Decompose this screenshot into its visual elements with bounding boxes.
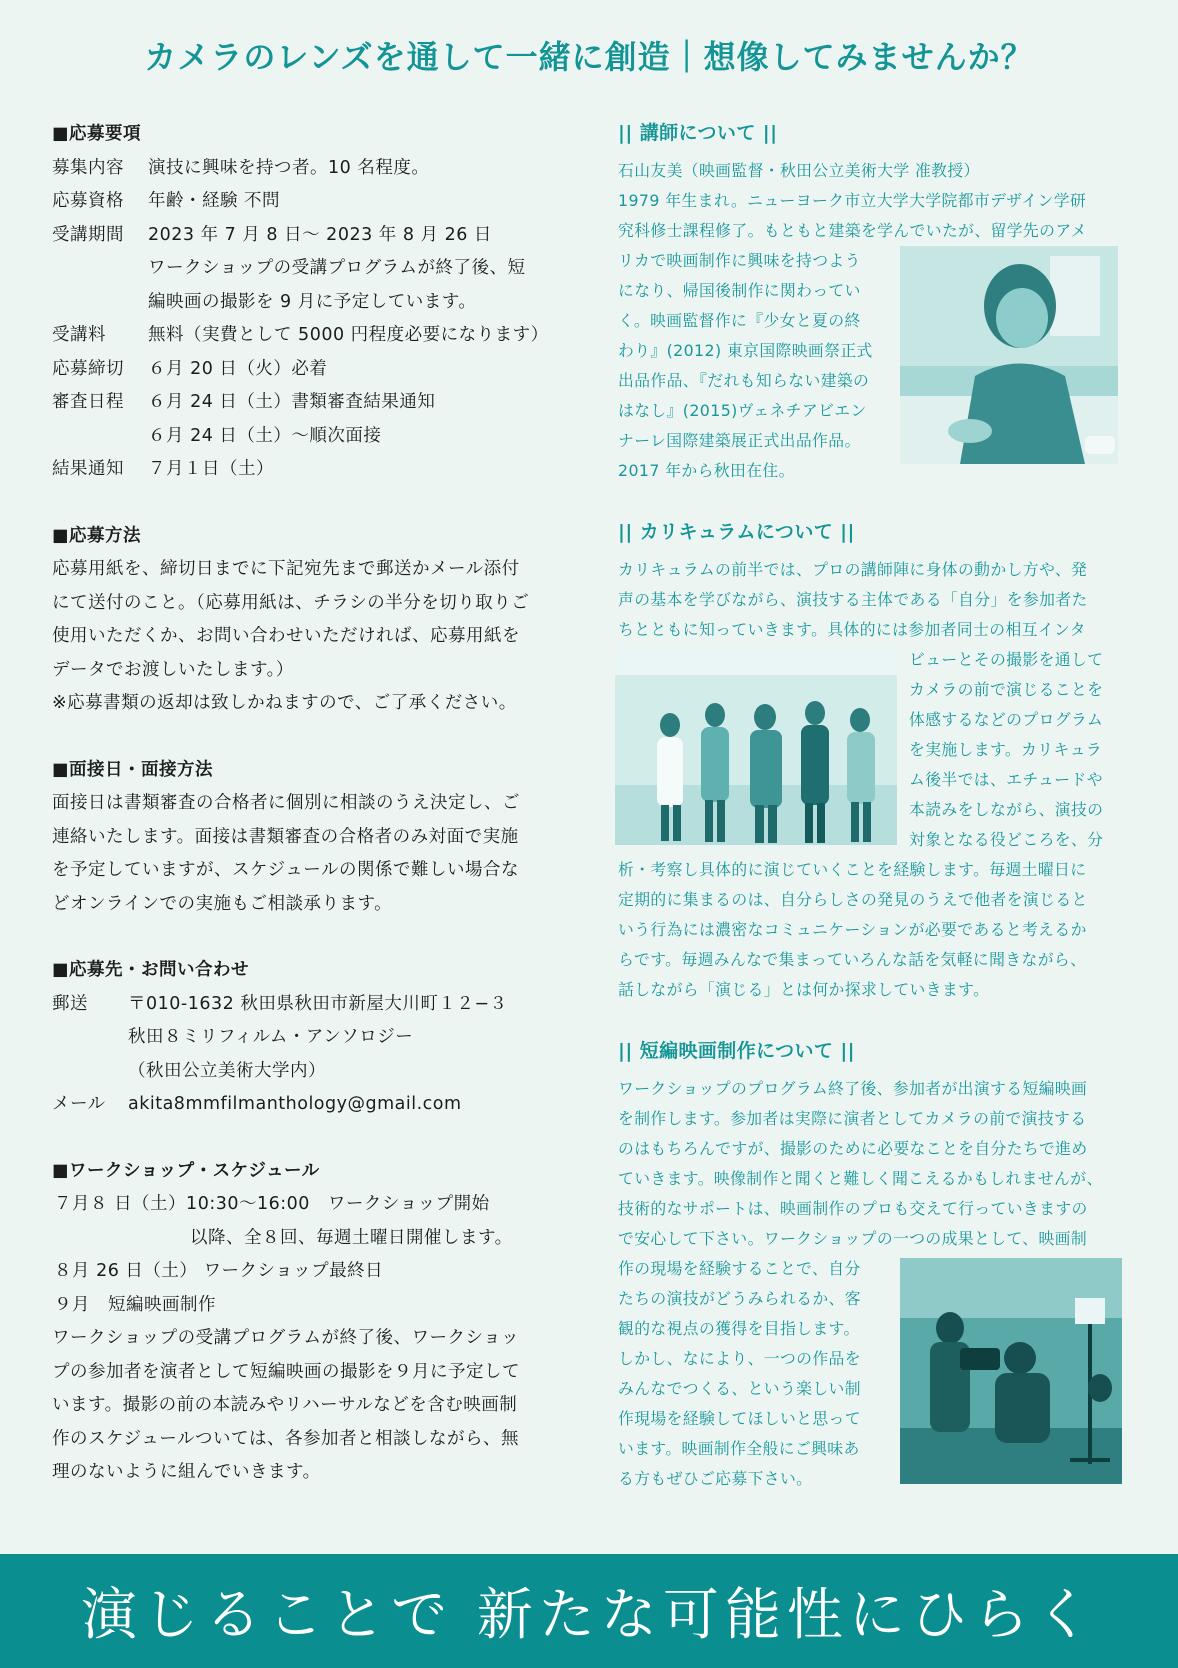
method-line: にて送付のこと。（応募用紙は、チラシの半分を切り取りご: [52, 592, 530, 613]
period-note-1: ワークショップの受講プログラムが終了後、短: [148, 258, 526, 278]
instructor-heading: || 講師について ||: [618, 122, 778, 144]
review-row: [52, 386, 572, 420]
instructor-bio-line: 1979 年生まれ。ニューヨーク市立大学大学院都市デザイン学研: [618, 191, 1087, 210]
curriculum-section: [618, 517, 1118, 1005]
fee-value: 無料（実費として 5000 円程度必要になります）: [148, 325, 549, 345]
result-row: [52, 453, 572, 487]
film-line: みんなでつくる、という楽しい制: [618, 1379, 861, 1398]
curriculum-line: 声の基本を学びながら、演技する主体である「自分」を参加者た: [618, 590, 1088, 609]
period-note-2: 編映画の撮影を 9 月に予定しています。: [148, 291, 477, 312]
qualification-value: 年齢・経験 不問: [148, 191, 281, 211]
curriculum-line: ビューとその撮影を通して: [909, 650, 1104, 669]
curriculum-line: 体感するなどのプログラム: [909, 710, 1104, 729]
interview-section: [52, 754, 572, 922]
schedule-item: ９月 短編映画制作: [54, 1294, 216, 1315]
curriculum-line: いう行為には濃密なコミュニケーションが必要であると考えるか: [618, 920, 1087, 939]
interview-line: 連絡いたします。面接は書類審査の合格者のみ対面で実施: [52, 826, 519, 847]
method-section: [52, 520, 572, 721]
film-set-photo: [900, 1258, 1122, 1484]
period-key: 受講期間: [52, 224, 124, 245]
review-key: 審査日程: [52, 392, 124, 412]
review-value-2: ６月 24 日（土）～順次面接: [148, 425, 382, 446]
curriculum-line: らです。毎週みんなで集まっていろんな話を気軽に聞きながら、: [618, 950, 1087, 969]
schedule-heading: ■ワークショップ・スケジュール: [52, 1160, 320, 1181]
schedule-item: ７月８ 日（土）10:30～16:00 ワークショップ開始: [54, 1194, 490, 1214]
mail-address[interactable]: akita8mmfilmanthology@gmail.com: [128, 1094, 462, 1114]
curriculum-line: 析・考察し具体的に演じていくことを経験します。毎週土曜日に: [618, 860, 1087, 879]
film-line: 観的な視点の獲得を目指します。: [618, 1319, 860, 1338]
interview-line: どオンラインでの実施もご相談承ります。: [52, 893, 393, 914]
workshop-photo: [615, 645, 897, 845]
schedule-paragraph: ワークショップの受講プログラムが終了後、ワークショッ: [52, 1328, 520, 1348]
footer-slogan: 演じることで 新たな可能性にひらく: [81, 1583, 1097, 1648]
film-line: たちの演技がどうみられるか、客: [618, 1289, 861, 1308]
result-key: 結果通知: [52, 459, 124, 479]
recruit-key: 募集内容: [52, 157, 124, 178]
film-line: います。映画制作全般にご興味あ: [618, 1439, 860, 1458]
interview-line: 面接日は書類審査の合格者に個別に相談のうえ決定し、ご: [52, 793, 520, 813]
instructor-bio-line: く。映画監督作に『少女と夏の終: [618, 311, 861, 330]
interview-line: を予定していますが、スケジュールの関係で難しい場合な: [52, 860, 519, 880]
contact-heading: ■応募先・お問い合わせ: [52, 960, 250, 980]
requirements-heading: ■応募要項: [52, 124, 142, 144]
film-set-photo-image: [900, 1258, 1122, 1484]
curriculum-line: 対象となる役どころを、分: [909, 830, 1104, 849]
film-line: 作現場を経験してほしいと思って: [618, 1409, 861, 1428]
film-line: ワークショップのプログラム終了後、参加者が出演する短編映画: [618, 1079, 1088, 1098]
curriculum-line: カリキュラムの前半では、プロの講師陣に身体の動かし方や、発: [618, 560, 1088, 579]
instructor-bio-line: になり、帰国後制作に関わってい: [618, 281, 861, 300]
curriculum-line: カメラの前で演じることを: [909, 680, 1104, 699]
schedule-item: ８月 26 日（土） ワークショップ最終日: [54, 1261, 384, 1281]
recruit-row: [52, 152, 572, 186]
workshop-photo-image: [615, 645, 897, 845]
method-line: データでお渡しいたします。）: [52, 659, 294, 680]
film-line: 作の現場を経験することで、自分: [618, 1259, 861, 1278]
curriculum-line: 話しながら「演じる」とは何か探求していきます。: [618, 980, 990, 999]
curriculum-line: ちとともに知っていきます。具体的には参加者同士の相互インタ: [618, 620, 1086, 639]
review-value: ６月 24 日（土）書類審査結果通知: [148, 392, 436, 412]
schedule-item-note: 以降、全８回、毎週土曜日開催します。: [190, 1227, 513, 1248]
post-address: 〒010-1632 秋田県秋田市新屋大川町１２−３: [128, 993, 508, 1014]
instructor-section: [618, 118, 1118, 486]
schedule-paragraph: 作のスケジュールついては、各参加者と相談しながら、無: [52, 1428, 519, 1449]
instructor-bio-line: 2017 年から秋田在住。: [618, 461, 795, 480]
recruit-value: 演技に興味を持つ者。10 名程度。: [148, 157, 430, 178]
post-row: [52, 988, 572, 1022]
method-line: 使用いただくか、お問い合わせいただければ、応募用紙を: [52, 626, 520, 646]
result-value: ７月１日（土）: [148, 459, 274, 479]
qualification-row: [52, 185, 572, 219]
schedule-paragraph: プの参加者を演者として短編映画の撮影を９月に予定して: [52, 1361, 520, 1382]
curriculum-line: を実施します。カリキュラ: [909, 740, 1103, 759]
mail-row: [52, 1088, 572, 1122]
period-row: [52, 219, 572, 253]
deadline-value: ６月 20 日（火）必着: [148, 358, 328, 379]
post-organization: 秋田８ミリフィルム・アンソロジー: [128, 1027, 414, 1047]
instructor-photo-image: [900, 246, 1118, 464]
film-line: る方もぜひご応募下さい。: [618, 1469, 813, 1488]
instructor-bio-line: ナーレ国際建築展正式出品作品。: [618, 431, 861, 450]
post-organization-note: （秋田公立美術大学内）: [128, 1060, 326, 1081]
post-key: 郵送: [52, 993, 88, 1014]
right-column: [618, 118, 1118, 1494]
deadline-row: [52, 353, 572, 387]
film-heading: || 短編映画制作について ||: [618, 1040, 856, 1062]
instructor-bio-line: 出品作品、『だれも知らない建築の: [618, 371, 870, 390]
deadline-key: 応募締切: [52, 358, 124, 379]
curriculum-line: 定期的に集まるのは、自分らしさの発見のうえで他者を演じると: [618, 890, 1088, 909]
headline: カメラのレンズを通して一緒に創造｜想像してみませんか？: [144, 38, 1034, 76]
film-section: [618, 1036, 1118, 1494]
instructor-bio-line: リカで映画制作に興味を持つよう: [618, 251, 861, 270]
instructor-name: 石山友美（映画監督・秋田公立美術大学 准教授）: [618, 161, 980, 180]
instructor-bio-line: はなし』(2015)ヴェネチアビエン: [618, 401, 867, 420]
curriculum-line: 本読みをしながら、演技の: [909, 800, 1104, 819]
instructor-bio-line: 究科修士課程修了。もともと建築を学んでいたが、留学先のアメ: [618, 221, 1087, 240]
curriculum-line: ム後半では、エチュードや: [909, 770, 1103, 789]
instructor-bio-line: わり』(2012) 東京国際映画祭正式: [618, 341, 873, 360]
film-line: しかし、なにより、一つの作品を: [618, 1349, 861, 1368]
method-line: 応募用紙を、締切日までに下記宛先まで郵送かメール添付: [52, 559, 520, 579]
film-line: で安心して下さい。ワークショップの一つの成果として、映画制: [618, 1229, 1088, 1248]
method-heading: ■応募方法: [52, 525, 142, 546]
fee-key: 受講料: [52, 325, 106, 345]
film-line: を制作します。参加者は実際に演者としてカメラの前で演技する: [618, 1109, 1087, 1128]
mail-key: メール: [52, 1094, 106, 1114]
requirements-section: [52, 118, 572, 487]
qualification-key: 応募資格: [52, 191, 124, 211]
fee-row: [52, 319, 572, 353]
film-line: のはもちろんですが、撮影のために必要なことを自分たちで進め: [618, 1139, 1088, 1158]
curriculum-heading: || カリキュラムについて ||: [618, 521, 855, 543]
interview-heading: ■面接日・面接方法: [52, 759, 214, 780]
schedule-paragraph: 理のないように組んでいきます。: [52, 1462, 321, 1482]
schedule-paragraph: います。撮影の前の本読みやリハーサルなどを含む映画制: [52, 1395, 518, 1415]
left-column: [52, 118, 572, 1490]
film-line: 技術的なサポートは、映画制作のプロも交えて行っていきますの: [618, 1199, 1088, 1218]
instructor-photo: [900, 246, 1118, 464]
film-line: ていきます。映像制作と聞くと難しく聞こえるかもしれませんが、: [618, 1169, 1103, 1188]
method-note: ※応募書類の返却は致しかねますので、ご了承ください。: [52, 693, 517, 713]
schedule-section: [52, 1155, 572, 1490]
period-value: 2023 年 7 月 8 日～ 2023 年 8 月 26 日: [148, 224, 492, 245]
contact-section: [52, 954, 572, 1122]
footer-banner: [0, 1554, 1178, 1668]
